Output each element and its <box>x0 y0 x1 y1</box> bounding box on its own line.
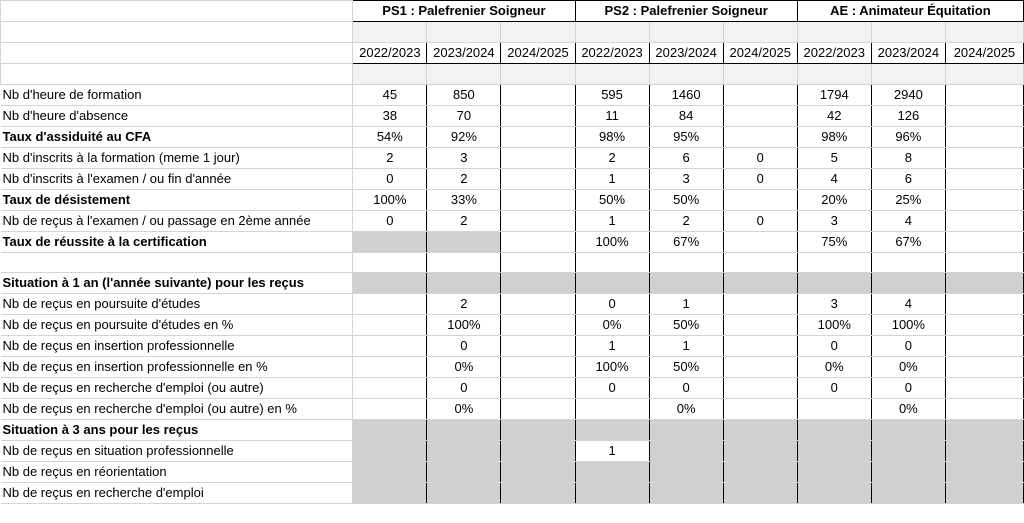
row-label[interactable]: Nb de reçus en recherche d'emploi (ou autre) <box>1 378 353 399</box>
value-cell[interactable]: 5 <box>797 147 871 168</box>
cell[interactable] <box>1 22 353 43</box>
value-cell[interactable]: 0 <box>353 168 427 189</box>
row-label[interactable]: Nb d'heure d'absence <box>1 105 353 126</box>
value-cell[interactable]: 2 <box>575 147 649 168</box>
value-cell[interactable] <box>575 462 649 483</box>
value-cell[interactable]: 0 <box>871 336 945 357</box>
data-row <box>1 420 1024 441</box>
value-cell[interactable]: 4 <box>797 168 871 189</box>
value-cell[interactable]: 0% <box>797 357 871 378</box>
row-label[interactable]: Taux de réussite à la certification <box>1 231 353 252</box>
value-cell[interactable]: 0 <box>797 336 871 357</box>
value-cell[interactable] <box>353 252 427 273</box>
cell[interactable] <box>427 63 501 84</box>
value-cell[interactable] <box>871 441 945 462</box>
value-cell[interactable]: 1 <box>575 210 649 231</box>
value-cell[interactable]: 84 <box>649 105 723 126</box>
value-cell[interactable] <box>649 462 723 483</box>
value-cell[interactable]: 6 <box>649 147 723 168</box>
data-row <box>1 315 1024 336</box>
gap-row <box>1 22 1024 43</box>
cell[interactable] <box>649 63 723 84</box>
data-row <box>1 378 1024 399</box>
value-cell[interactable]: 0 <box>575 378 649 399</box>
value-cell[interactable] <box>723 126 797 147</box>
value-cell[interactable] <box>501 273 575 294</box>
value-cell[interactable] <box>871 483 945 504</box>
value-cell[interactable]: 3 <box>797 294 871 315</box>
row-label[interactable]: Nb de reçus en recherche d'emploi <box>1 483 353 504</box>
value-cell[interactable]: 0 <box>427 336 501 357</box>
value-cell[interactable]: 67% <box>871 231 945 252</box>
cell[interactable] <box>1 42 353 63</box>
spacer-row <box>1 252 1024 273</box>
value-cell[interactable] <box>501 252 575 273</box>
value-cell[interactable] <box>723 336 797 357</box>
year-header[interactable]: 2022/2023 <box>353 42 427 63</box>
cell[interactable] <box>501 63 575 84</box>
value-cell[interactable] <box>501 462 575 483</box>
value-cell[interactable]: 0 <box>723 147 797 168</box>
value-cell[interactable] <box>649 420 723 441</box>
value-cell[interactable] <box>945 147 1023 168</box>
value-cell[interactable] <box>797 462 871 483</box>
value-cell[interactable] <box>501 441 575 462</box>
value-cell[interactable]: 95% <box>649 126 723 147</box>
value-cell[interactable] <box>649 273 723 294</box>
value-cell[interactable]: 0% <box>427 357 501 378</box>
cell[interactable] <box>575 22 649 43</box>
value-cell[interactable] <box>945 378 1023 399</box>
value-cell[interactable]: 850 <box>427 84 501 105</box>
value-cell[interactable]: 0 <box>871 378 945 399</box>
data-row <box>1 84 1024 105</box>
year-header[interactable]: 2022/2023 <box>797 42 871 63</box>
value-cell[interactable]: 1460 <box>649 84 723 105</box>
data-row <box>1 189 1024 210</box>
value-cell[interactable] <box>945 294 1023 315</box>
value-cell[interactable] <box>797 483 871 504</box>
value-cell[interactable] <box>797 273 871 294</box>
value-cell[interactable] <box>501 126 575 147</box>
value-cell[interactable] <box>649 441 723 462</box>
value-cell[interactable]: 4 <box>871 294 945 315</box>
value-cell[interactable] <box>797 420 871 441</box>
cell[interactable] <box>353 22 427 43</box>
value-cell[interactable] <box>945 126 1023 147</box>
value-cell[interactable] <box>945 336 1023 357</box>
row-label[interactable]: Nb de reçus en réorientation <box>1 462 353 483</box>
cell[interactable] <box>649 22 723 43</box>
value-cell[interactable] <box>723 105 797 126</box>
value-cell[interactable] <box>723 273 797 294</box>
data-row <box>1 126 1024 147</box>
table-body <box>1 1 1024 504</box>
cell[interactable] <box>427 22 501 43</box>
value-cell[interactable]: 2 <box>427 210 501 231</box>
value-cell[interactable]: 0% <box>649 399 723 420</box>
value-cell[interactable]: 0% <box>871 357 945 378</box>
value-cell[interactable] <box>945 231 1023 252</box>
value-cell[interactable]: 2940 <box>871 84 945 105</box>
data-row <box>1 231 1024 252</box>
value-cell[interactable]: 1 <box>575 441 649 462</box>
year-header[interactable]: 2022/2023 <box>575 42 649 63</box>
value-cell[interactable] <box>501 294 575 315</box>
value-cell[interactable] <box>501 189 575 210</box>
value-cell[interactable]: 0 <box>575 294 649 315</box>
value-cell[interactable] <box>575 399 649 420</box>
value-cell[interactable] <box>945 399 1023 420</box>
cell[interactable] <box>723 22 797 43</box>
value-cell[interactable]: 126 <box>871 105 945 126</box>
data-row <box>1 399 1024 420</box>
value-cell[interactable] <box>871 462 945 483</box>
value-cell[interactable] <box>723 441 797 462</box>
value-cell[interactable] <box>723 399 797 420</box>
value-cell[interactable]: 100% <box>871 315 945 336</box>
program-header-ps2[interactable]: PS2 : Palefrenier Soigneur <box>575 1 797 22</box>
value-cell[interactable] <box>945 168 1023 189</box>
year-header[interactable]: 2023/2024 <box>871 42 945 63</box>
data-row <box>1 462 1024 483</box>
value-cell[interactable] <box>501 336 575 357</box>
value-cell[interactable] <box>575 483 649 504</box>
row-label[interactable]: Situation à 1 an (l'année suivante) pour les reçus <box>1 273 353 294</box>
row-label[interactable]: Nb de reçus en insertion professionnelle en % <box>1 357 353 378</box>
value-cell[interactable] <box>871 420 945 441</box>
value-cell[interactable] <box>427 483 501 504</box>
value-cell[interactable] <box>871 252 945 273</box>
value-cell[interactable]: 1794 <box>797 84 871 105</box>
value-cell[interactable] <box>501 105 575 126</box>
value-cell[interactable]: 98% <box>797 126 871 147</box>
value-cell[interactable]: 3 <box>649 168 723 189</box>
value-cell[interactable] <box>723 378 797 399</box>
value-cell[interactable]: 75% <box>797 231 871 252</box>
value-cell[interactable]: 0 <box>723 210 797 231</box>
value-cell[interactable]: 100% <box>427 315 501 336</box>
value-cell[interactable]: 42 <box>797 105 871 126</box>
value-cell[interactable] <box>723 483 797 504</box>
row-label[interactable]: Situation à 3 ans pour les reçus <box>1 420 353 441</box>
value-cell[interactable]: 50% <box>575 189 649 210</box>
year-header[interactable]: 2024/2025 <box>945 42 1023 63</box>
gap-row <box>1 63 1024 84</box>
value-cell[interactable] <box>797 399 871 420</box>
value-cell[interactable] <box>353 420 427 441</box>
cell[interactable] <box>353 63 427 84</box>
value-cell[interactable]: 11 <box>575 105 649 126</box>
program-header-ps1[interactable]: PS1 : Palefrenier Soigneur <box>353 1 575 22</box>
row-label[interactable]: Nb de reçus en situation professionnelle <box>1 441 353 462</box>
row-label[interactable]: Nb d'inscrits à la formation (meme 1 jour) <box>1 147 353 168</box>
value-cell[interactable]: 595 <box>575 84 649 105</box>
value-cell[interactable]: 3 <box>427 147 501 168</box>
value-cell[interactable] <box>649 483 723 504</box>
row-label[interactable]: Nb de reçus à l'examen / ou passage en 2ème année <box>1 210 353 231</box>
value-cell[interactable]: 0 <box>649 378 723 399</box>
value-cell[interactable]: 96% <box>871 126 945 147</box>
value-cell[interactable] <box>945 420 1023 441</box>
cell[interactable] <box>871 22 945 43</box>
value-cell[interactable] <box>945 210 1023 231</box>
value-cell[interactable] <box>723 231 797 252</box>
value-cell[interactable]: 8 <box>871 147 945 168</box>
value-cell[interactable]: 100% <box>575 357 649 378</box>
value-cell[interactable] <box>427 441 501 462</box>
value-cell[interactable]: 6 <box>871 168 945 189</box>
value-cell[interactable]: 38 <box>353 105 427 126</box>
row-label[interactable]: Nb de reçus en poursuite d'études <box>1 294 353 315</box>
value-cell[interactable] <box>945 315 1023 336</box>
value-cell[interactable] <box>501 168 575 189</box>
data-row <box>1 336 1024 357</box>
value-cell[interactable] <box>871 273 945 294</box>
cell[interactable] <box>945 63 1023 84</box>
data-row <box>1 441 1024 462</box>
value-cell[interactable] <box>353 273 427 294</box>
value-cell[interactable]: 54% <box>353 126 427 147</box>
row-label[interactable] <box>1 252 353 273</box>
value-cell[interactable]: 2 <box>649 210 723 231</box>
value-cell[interactable]: 2 <box>427 168 501 189</box>
year-header-row <box>1 42 1024 63</box>
value-cell[interactable]: 98% <box>575 126 649 147</box>
row-label[interactable]: Nb d'inscrits à l'examen / ou fin d'année <box>1 168 353 189</box>
value-cell[interactable] <box>945 84 1023 105</box>
value-cell[interactable]: 50% <box>649 315 723 336</box>
year-header[interactable]: 2023/2024 <box>649 42 723 63</box>
value-cell[interactable]: 50% <box>649 357 723 378</box>
value-cell[interactable] <box>353 399 427 420</box>
value-cell[interactable] <box>945 483 1023 504</box>
value-cell[interactable] <box>427 273 501 294</box>
value-cell[interactable]: 1 <box>649 336 723 357</box>
value-cell[interactable] <box>427 420 501 441</box>
value-cell[interactable] <box>945 462 1023 483</box>
value-cell[interactable]: 0 <box>353 210 427 231</box>
value-cell[interactable] <box>501 357 575 378</box>
value-cell[interactable] <box>649 252 723 273</box>
value-cell[interactable]: 100% <box>575 231 649 252</box>
year-header[interactable]: 2023/2024 <box>427 42 501 63</box>
value-cell[interactable] <box>353 462 427 483</box>
value-cell[interactable]: 2 <box>427 294 501 315</box>
corner-cell[interactable] <box>1 1 353 22</box>
value-cell[interactable] <box>797 441 871 462</box>
value-cell[interactable] <box>797 252 871 273</box>
cell[interactable] <box>797 22 871 43</box>
value-cell[interactable] <box>353 336 427 357</box>
value-cell[interactable] <box>723 252 797 273</box>
value-cell[interactable]: 0 <box>797 378 871 399</box>
value-cell[interactable] <box>427 252 501 273</box>
row-label[interactable]: Nb de reçus en recherche d'emploi (ou autre) en % <box>1 399 353 420</box>
data-row <box>1 210 1024 231</box>
value-cell[interactable]: 3 <box>797 210 871 231</box>
value-cell[interactable] <box>353 231 427 252</box>
value-cell[interactable] <box>353 294 427 315</box>
row-label[interactable]: Nb de reçus en insertion professionnelle <box>1 336 353 357</box>
value-cell[interactable]: 33% <box>427 189 501 210</box>
value-cell[interactable] <box>353 483 427 504</box>
value-cell[interactable]: 70 <box>427 105 501 126</box>
value-cell[interactable] <box>723 189 797 210</box>
value-cell[interactable]: 20% <box>797 189 871 210</box>
cell[interactable] <box>1 63 353 84</box>
row-label[interactable]: Nb de reçus en poursuite d'études en % <box>1 315 353 336</box>
value-cell[interactable] <box>723 420 797 441</box>
data-row <box>1 273 1024 294</box>
value-cell[interactable] <box>945 252 1023 273</box>
value-cell[interactable]: 1 <box>575 336 649 357</box>
cell[interactable] <box>945 22 1023 43</box>
value-cell[interactable]: 1 <box>575 168 649 189</box>
value-cell[interactable]: 67% <box>649 231 723 252</box>
cell[interactable] <box>871 63 945 84</box>
value-cell[interactable] <box>945 357 1023 378</box>
value-cell[interactable]: 25% <box>871 189 945 210</box>
value-cell[interactable] <box>501 210 575 231</box>
value-cell[interactable] <box>501 147 575 168</box>
value-cell[interactable]: 2 <box>353 147 427 168</box>
value-cell[interactable]: 100% <box>353 189 427 210</box>
value-cell[interactable]: 1 <box>649 294 723 315</box>
data-row <box>1 357 1024 378</box>
value-cell[interactable] <box>945 105 1023 126</box>
value-cell[interactable]: 92% <box>427 126 501 147</box>
year-header[interactable]: 2024/2025 <box>501 42 575 63</box>
value-cell[interactable] <box>501 84 575 105</box>
value-cell[interactable] <box>723 462 797 483</box>
value-cell[interactable] <box>575 420 649 441</box>
program-header-ae[interactable]: AE : Animateur Équitation <box>797 1 1023 22</box>
cell[interactable] <box>797 63 871 84</box>
value-cell[interactable]: 0 <box>427 378 501 399</box>
value-cell[interactable] <box>723 294 797 315</box>
row-label[interactable]: Taux d'assiduité au CFA <box>1 126 353 147</box>
value-cell[interactable] <box>353 357 427 378</box>
value-cell[interactable]: 0% <box>871 399 945 420</box>
value-cell[interactable] <box>501 483 575 504</box>
value-cell[interactable] <box>501 315 575 336</box>
value-cell[interactable]: 0 <box>723 168 797 189</box>
data-row <box>1 483 1024 504</box>
data-row <box>1 147 1024 168</box>
row-label[interactable]: Nb d'heure de formation <box>1 84 353 105</box>
year-header[interactable]: 2024/2025 <box>723 42 797 63</box>
value-cell[interactable] <box>353 441 427 462</box>
value-cell[interactable] <box>945 273 1023 294</box>
value-cell[interactable] <box>501 399 575 420</box>
value-cell[interactable] <box>945 441 1023 462</box>
data-row <box>1 168 1024 189</box>
value-cell[interactable] <box>723 357 797 378</box>
cell[interactable] <box>501 22 575 43</box>
data-row <box>1 294 1024 315</box>
cell[interactable] <box>723 63 797 84</box>
data-row <box>1 105 1024 126</box>
value-cell[interactable] <box>945 189 1023 210</box>
program-header-row <box>1 1 1024 22</box>
cell[interactable] <box>575 63 649 84</box>
row-label[interactable]: Taux de désistement <box>1 189 353 210</box>
value-cell[interactable] <box>575 273 649 294</box>
value-cell[interactable]: 100% <box>797 315 871 336</box>
value-cell[interactable] <box>723 315 797 336</box>
value-cell[interactable]: 0% <box>427 399 501 420</box>
value-cell[interactable]: 50% <box>649 189 723 210</box>
value-cell[interactable] <box>427 462 501 483</box>
value-cell[interactable] <box>353 378 427 399</box>
value-cell[interactable] <box>723 84 797 105</box>
value-cell[interactable] <box>501 378 575 399</box>
value-cell[interactable]: 45 <box>353 84 427 105</box>
value-cell[interactable] <box>353 315 427 336</box>
value-cell[interactable]: 4 <box>871 210 945 231</box>
value-cell[interactable] <box>501 231 575 252</box>
value-cell[interactable] <box>427 231 501 252</box>
value-cell[interactable] <box>501 420 575 441</box>
value-cell[interactable] <box>575 252 649 273</box>
value-cell[interactable]: 0% <box>575 315 649 336</box>
